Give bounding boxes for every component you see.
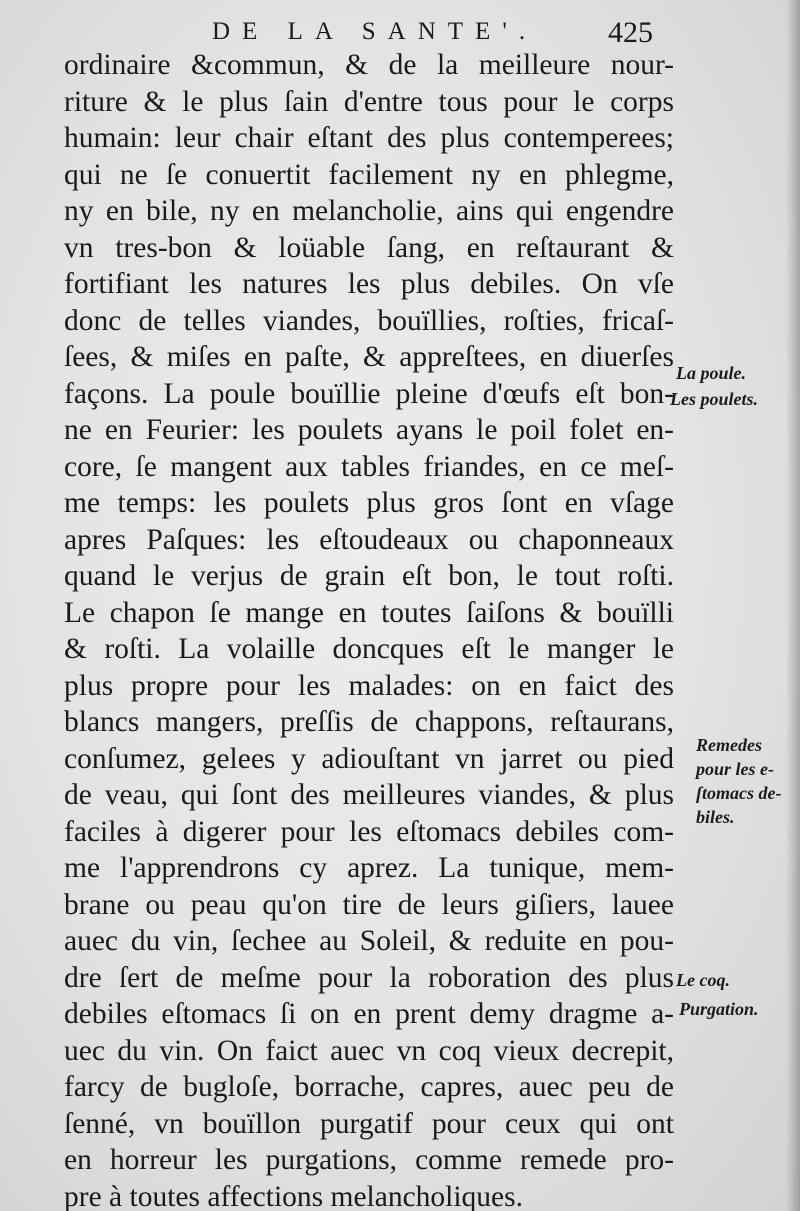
- text-line: ſees, & miſes en paſte, & appreſtees, en diuerſes: [64, 341, 674, 373]
- text-line: humain: leur chair eſtant des plus contemperees;: [64, 122, 674, 154]
- text-line: donc de telles viandes, bouïllies, roſties, fricaſ-: [64, 304, 674, 337]
- text-line: ordinaire &commun, & de la meilleure nour-: [64, 49, 674, 81]
- margin-note-line: Le coq.: [676, 970, 730, 990]
- margin-note-line: Remedes: [696, 735, 762, 755]
- text-line: faciles à digerer pour les eſtomacs debiles com-: [64, 815, 674, 848]
- text-line: ſenné, vn bouïllon purgatif pour ceux qui ont: [64, 1107, 674, 1140]
- margin-note-poulets: [670, 387, 758, 411]
- margin-note-poule: [676, 361, 746, 385]
- text-line: dre ſert de meſme pour la roboration des plus: [64, 961, 674, 994]
- text-line: & roſti. La volaille doncques eſt le manger le: [64, 633, 674, 665]
- text-line: me l'apprendrons cy aprez. La tunique, mem-: [64, 852, 674, 884]
- margin-note-line: ſtomacs de-: [696, 783, 782, 803]
- margin-note-line: Les poulets.: [670, 389, 758, 409]
- running-head: DE LA SANTE'.: [212, 18, 538, 45]
- text-line: core, ſe mangent aux tables friandes, en ce meſ-: [64, 450, 674, 483]
- text-line: riture & le plus ſain d'entre tous pour le corps: [64, 85, 674, 118]
- text-line: uec du vin. On faict auec vn coq vieux decrepit,: [64, 1034, 674, 1067]
- text-line: conſumez, gelees y adiouſtant vn jarret ou pied: [64, 742, 674, 775]
- text-line: pre à toutes affections melancholiques.: [64, 1180, 524, 1211]
- text-line: blancs mangers, preſſis de chappons, reſtaurans,: [64, 706, 674, 738]
- text-line: fortifiant les natures les plus debiles. On vſe: [64, 268, 674, 300]
- text-line: quand le verjus de grain eſt bon, le tout roſti.: [64, 560, 674, 592]
- margin-note-line: La poule.: [676, 363, 746, 383]
- page-number: 425: [608, 16, 653, 49]
- text-line: façons. La poule bouïllie pleine d'œufs eſt bon-: [64, 377, 674, 410]
- text-line: qui ne ſe conuertit facilement ny en phlegme,: [64, 158, 674, 191]
- margin-note-line: pour les e-: [696, 759, 774, 779]
- margin-note-coq: [676, 968, 730, 992]
- text-line: vn tres-bon & loüable ſang, en reſtaurant &: [64, 231, 674, 264]
- text-line: Le chapon ſe mange en toutes ſaiſons & bouïlli: [64, 596, 674, 629]
- text-line: plus propre pour les malades: on en faict des: [64, 669, 674, 702]
- text-line: ne en Feurier: les poulets ayans le poil folet en-: [64, 414, 674, 446]
- margin-note-line: biles.: [696, 807, 735, 827]
- margin-note-remedes: [696, 733, 781, 829]
- text-line: brane ou peau qu'on tire de leurs giſiers, lauee: [64, 888, 674, 921]
- text-line: debiles eſtomacs ſi on en prent demy dragme a-: [64, 998, 674, 1030]
- text-line: farcy de bugloſe, borrache, capres, auec peu de: [64, 1071, 674, 1103]
- text-line: en horreur les purgations, comme remede pro-: [64, 1144, 674, 1176]
- body-text: [64, 47, 674, 1211]
- text-line: me temps: les poulets plus gros ſont en vſage: [64, 487, 674, 519]
- margin-note-line: Purgation.: [679, 999, 759, 1019]
- margin-note-purgation: [679, 997, 759, 1021]
- text-line: ny en bile, ny en melancholie, ains qui engendre: [64, 195, 674, 227]
- text-line: auec du vin, ſechee au Soleil, & reduite en pou-: [64, 925, 674, 957]
- text-line: de veau, qui ſont des meilleures viandes, & plus: [64, 779, 674, 811]
- text-line: apres Paſques: les eſtoudeaux ou chaponneaux: [64, 523, 674, 556]
